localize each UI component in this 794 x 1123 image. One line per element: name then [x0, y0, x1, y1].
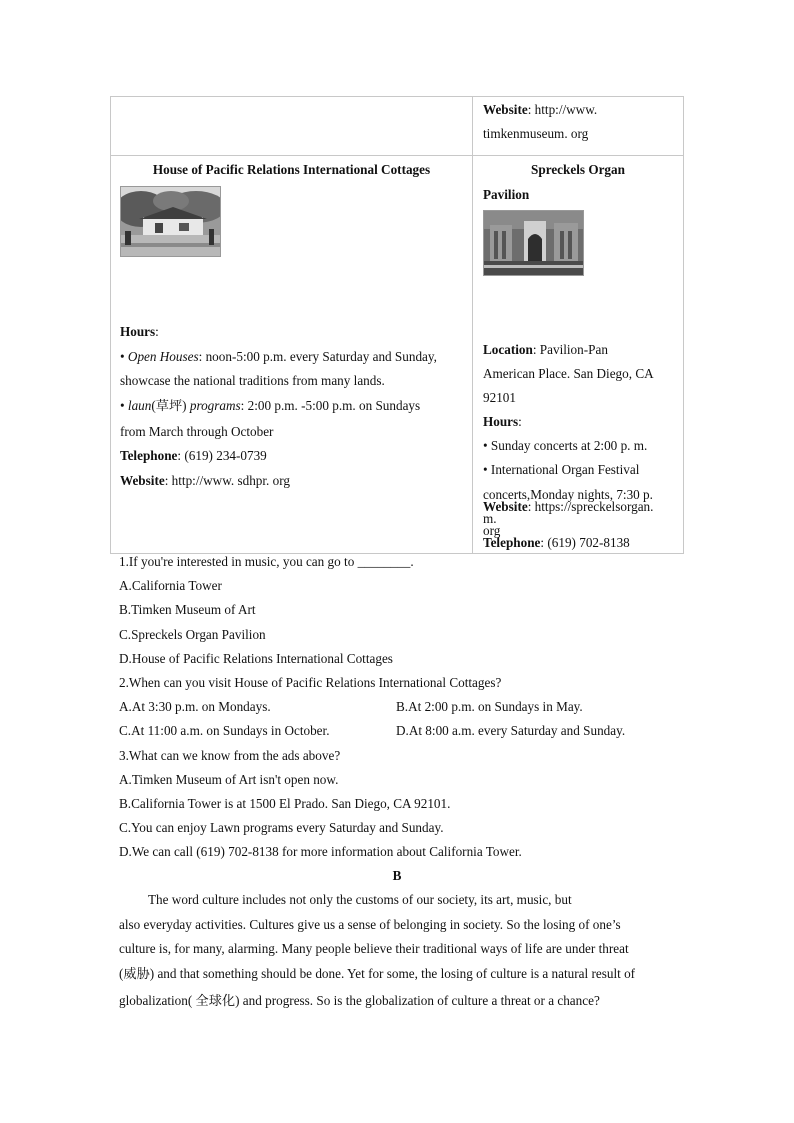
section-b-heading: B — [392, 868, 402, 883]
organ-location-zip: 92101 — [483, 390, 516, 405]
website-value: : http://www. — [527, 102, 598, 117]
q1-option-d: D.House of Pacific Relations International Cottages — [119, 651, 393, 666]
question-2: 2.When can you visit House of Pacific Relations International Cottages? — [119, 675, 502, 690]
organ-hours-colon: : — [518, 414, 522, 429]
lawn-programs-text: : 2:00 p.m. -5:00 p.m. on Sundays — [240, 398, 421, 413]
bullet: • — [483, 462, 488, 477]
organ-hours-label: Hours — [483, 414, 519, 429]
cottages-telephone-value: : (619) 234-0739 — [177, 448, 267, 463]
bullet: • — [120, 398, 125, 413]
organ-telephone-value: : (619) 702-8138 — [540, 535, 630, 550]
cottages-title: House of Pacific Relations International Cottages — [152, 162, 431, 177]
passage-line-5: globalization( 全球化) and progress. So is the globalization of culture a threat or a chance? — [119, 993, 600, 1008]
q2-option-d: D.At 8:00 a.m. every Saturday and Sunday. — [396, 723, 626, 738]
organ-location-label: Location — [483, 342, 533, 357]
table-cell-top-left — [110, 96, 473, 156]
q3-option-d: D.We can call (619) 702-8138 for more information about California Tower. — [119, 844, 522, 859]
cottages-hours-colon: : — [155, 324, 159, 339]
open-houses-text-cont: showcase the national traditions from many lands. — [120, 373, 385, 388]
organ-telephone-label: Telephone — [483, 535, 541, 550]
organ-pavilion-graphic — [484, 211, 583, 275]
organ-title-cont: Pavilion — [483, 187, 530, 202]
q2-option-c: C.At 11:00 a.m. on Sundays in October. — [119, 723, 330, 738]
q2-option-b: B.At 2:00 p.m. on Sundays in May. — [396, 699, 583, 714]
open-houses-text: : noon-5:00 p.m. every Saturday and Sunday, — [198, 349, 437, 364]
q1-option-b: B.Timken Museum of Art — [119, 602, 256, 617]
website-value-cont: timkenmuseum. org — [483, 126, 589, 141]
organ-festival-cont: concerts,Monday nights, 7:30 p. — [483, 487, 653, 502]
q2-option-a: A.At 3:30 p.m. on Mondays. — [119, 699, 271, 714]
cottages-website-label: Website — [120, 473, 165, 488]
organ-festival: International Organ Festival — [490, 462, 640, 477]
organ-website-value: : https://spreckelsorgan. — [527, 499, 654, 514]
organ-website-value-cont: org — [483, 523, 501, 538]
programs-label: programs — [186, 398, 241, 413]
table-cell-cottages — [110, 155, 473, 554]
lawn-label: laun — [127, 398, 152, 413]
organ-location-value-cont: American Place. San Diego, CA — [483, 366, 654, 381]
q3-option-b: B.California Tower is at 1500 El Prado. San Diego, CA 92101. — [119, 796, 451, 811]
organ-pavilion-photo — [483, 210, 584, 276]
q1-option-a: A.California Tower — [119, 578, 222, 593]
table-cell-top-right — [472, 96, 684, 156]
passage-line-2: also everyday activities. Cultures give us a sense of belonging in society. So the losing of one’s — [119, 917, 621, 932]
organ-website-label: Website — [483, 499, 528, 514]
passage-line-1: The word culture includes not only the customs of our society, its art, music, but — [148, 892, 572, 907]
bullet: • — [483, 438, 488, 453]
organ-festival-cont2: m. — [483, 511, 497, 526]
organ-location-value: : Pavilion-Pan — [532, 342, 608, 357]
lawn-programs-text-cont: from March through October — [120, 424, 274, 439]
q3-option-c: C.You can enjoy Lawn programs every Saturday and Sunday. — [119, 820, 444, 835]
question-3: 3.What can we know from the ads above? — [119, 748, 341, 763]
cottages-hours-label: Hours — [120, 324, 156, 339]
q3-option-a: A.Timken Museum of Art isn't open now. — [119, 772, 339, 787]
question-1: 1.If you're interested in music, you can go to ________. — [119, 554, 414, 569]
bullet: • — [120, 349, 125, 364]
passage-line-4: (威胁) and that something should be done. Yet for some, the losing of culture is a natural result of — [119, 966, 636, 981]
lawn-chinese-gloss: (草坪) — [151, 398, 187, 413]
cottages-telephone-label: Telephone — [120, 448, 178, 463]
cottages-website-value: : http://www. sdhpr. org — [164, 473, 290, 488]
organ-title: Spreckels Organ — [531, 162, 625, 177]
sunday-concerts: Sunday concerts at 2:00 p. m. — [490, 438, 648, 453]
cottage-photo — [120, 186, 221, 257]
table-cell-organ-pavilion — [472, 155, 684, 554]
open-houses-label: Open Houses — [127, 349, 199, 364]
cottage-photo-graphic — [121, 187, 220, 256]
q1-option-c: C.Spreckels Organ Pavilion — [119, 627, 266, 642]
attractions-table — [110, 96, 684, 554]
website-label: Website — [483, 102, 528, 117]
passage-line-3: culture is, for many, alarming. Many people believe their traditional ways of life are under threat — [119, 941, 629, 956]
